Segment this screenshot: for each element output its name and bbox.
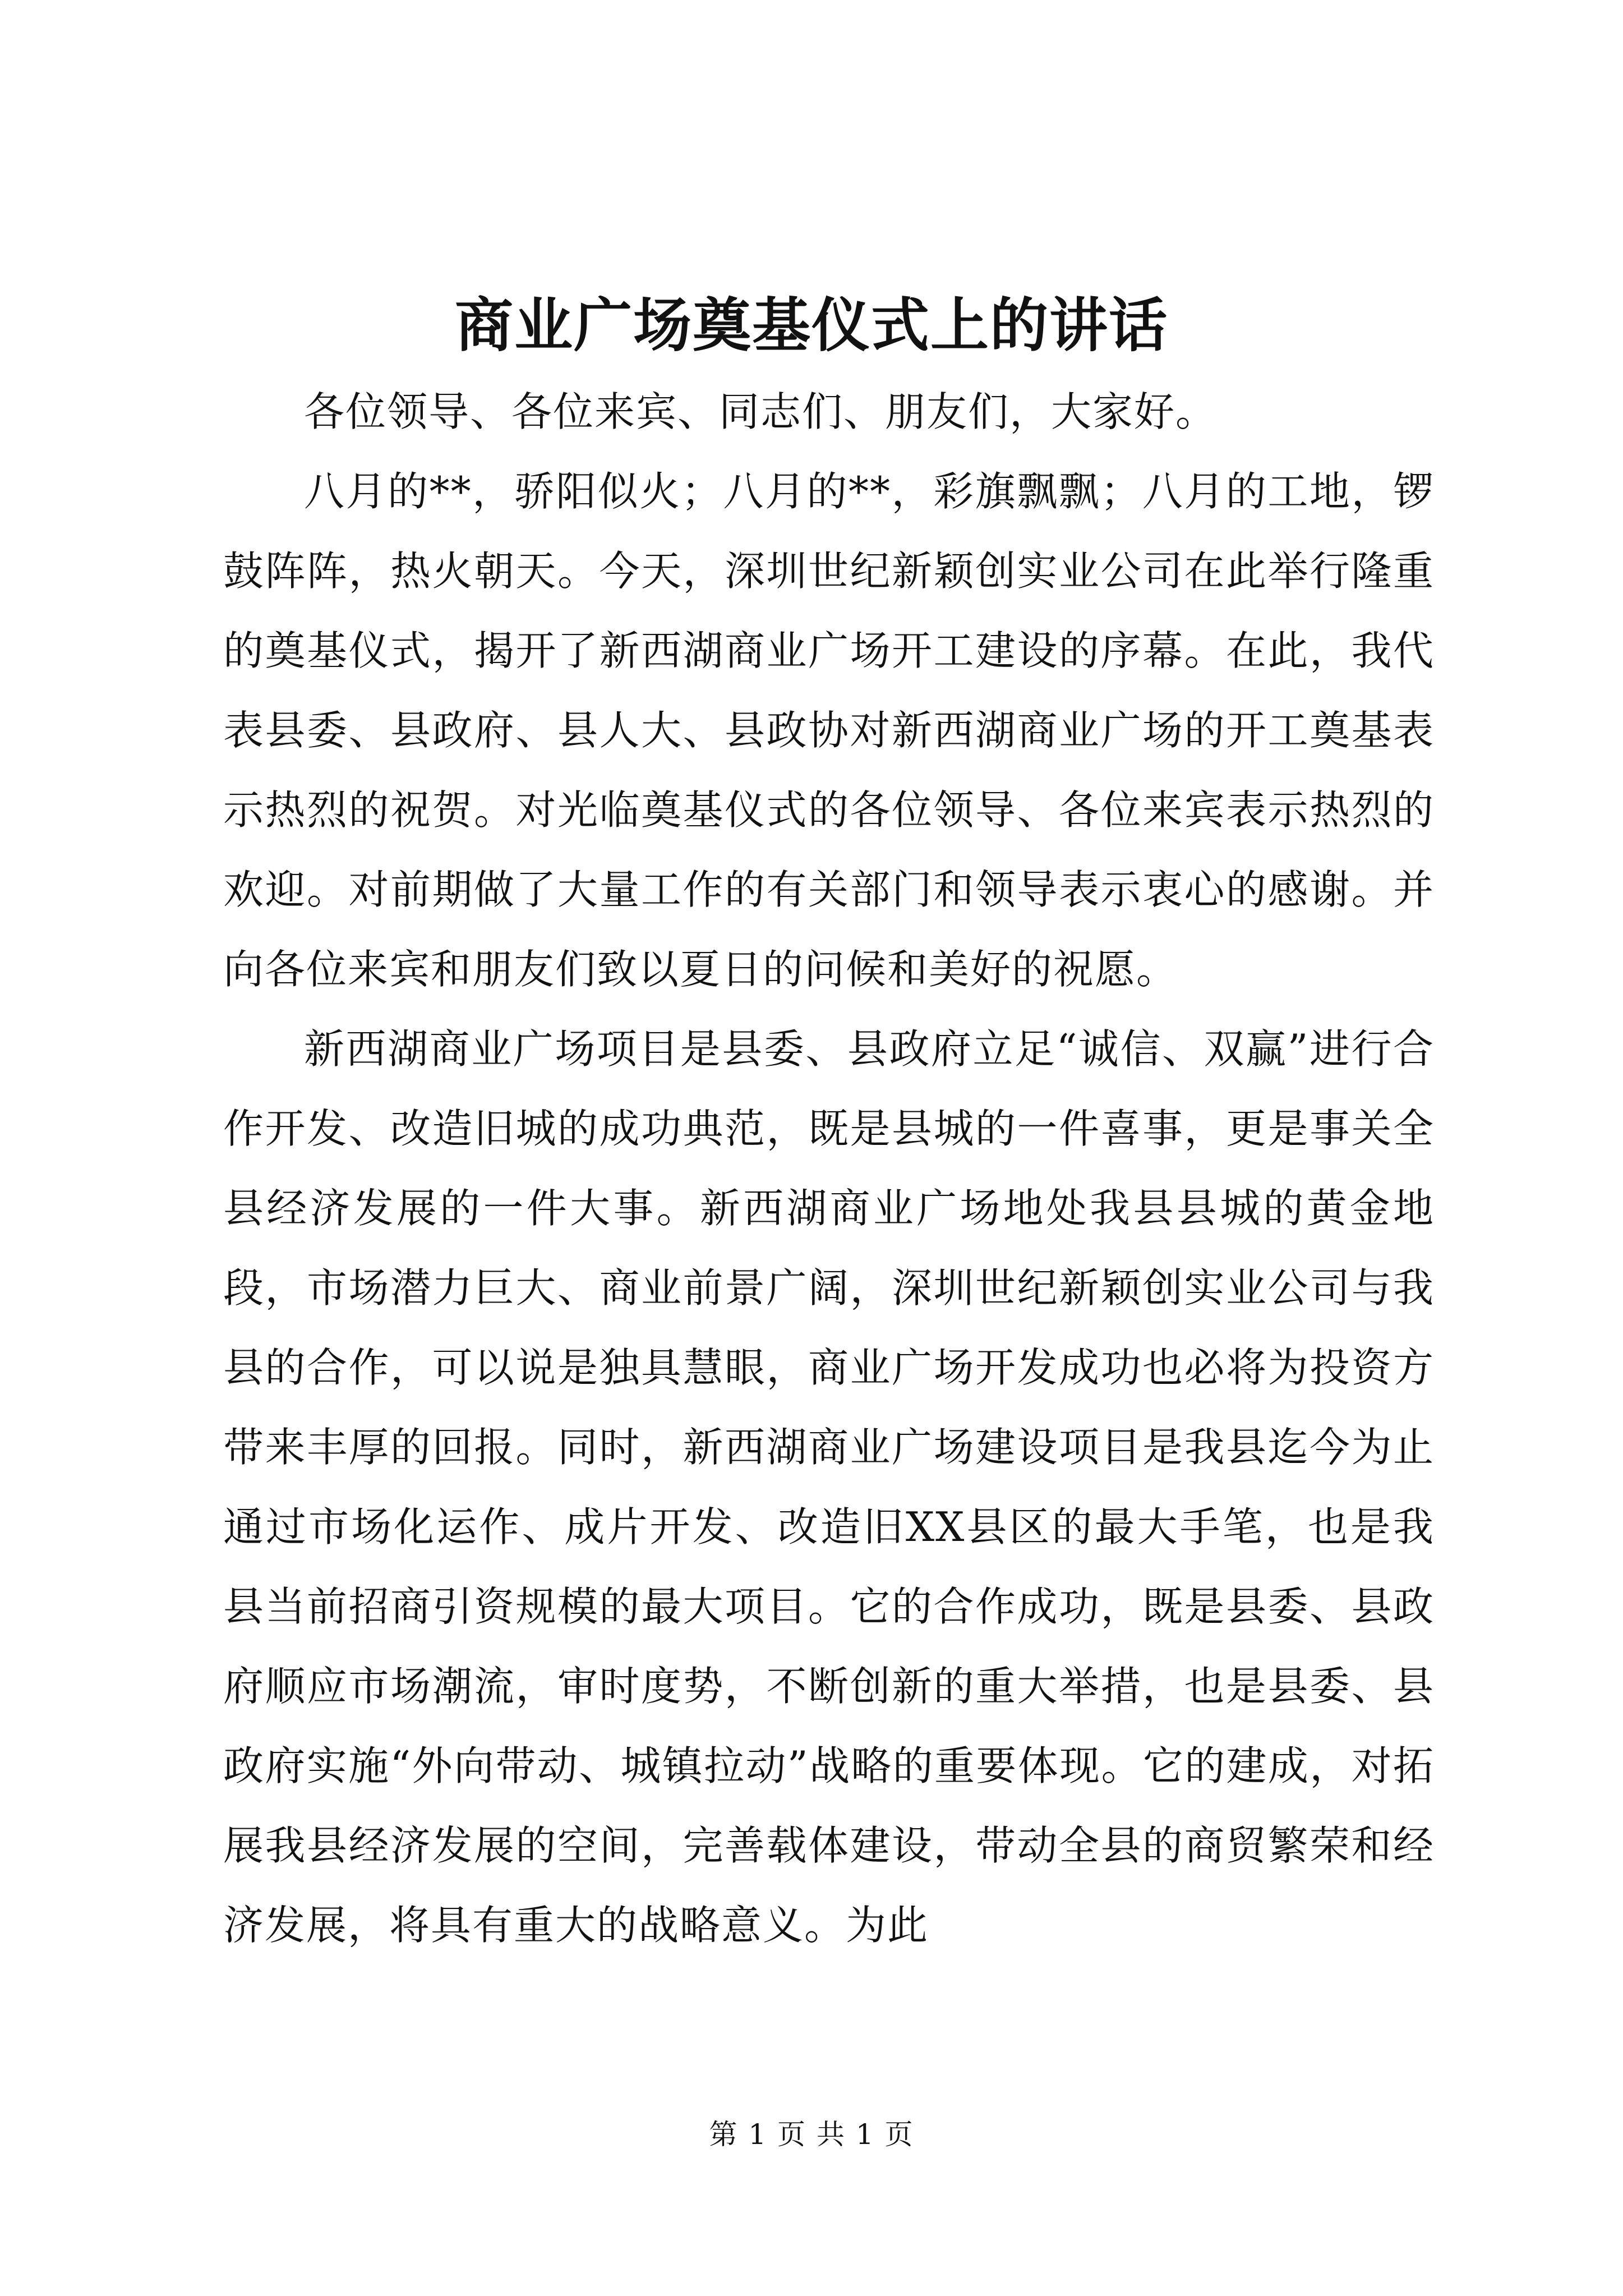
document-body	[223, 372, 1435, 1965]
paragraph-project: 新西湖商业广场项目是县委、县政府立足“诚信、双赢”进行合作开发、改造旧城的成功典范，既是县城的一件喜事，更是事关全县经济发展的一件大事。新西湖商业广场地处我县县城的黄金地段，市场潜力巨大、商业前景广阔，深圳世纪新颖创实业公司与我县的合作，可以说是独具慧眼，商业广场开发成功也必将为投资方带来丰厚的回报。同时，新西湖商业广场建设项目是我县迄今为止通过市场化运作、成片开发、改造旧XX县区的最大手笔，也是我县当前招商引资规模的最大项目。它的合作成功，既是县委、县政府顺应市场潮流，审时度势，不断创新的重大举措，也是县委、县政府实施“外向带动、城镇拉动”战略的重要体现。它的建成，对拓展我县经济发展的空间，完善载体建设，带动全县的商贸繁荣和经济发展，将具有重大的战略意义。为此	[223, 1025, 1435, 1949]
paragraph-opening: 八月的**，骄阳似火；八月的**，彩旗飘飘；八月的工地，锣鼓阵阵，热火朝天。今天，深圳世纪新颖创实业公司在此举行隆重的奠基仪式，揭开了新西湖商业广场开工建设的序幕。在此，我代表县委、县政府、县人大、县政协对新西湖商业广场的开工奠基表示热烈的祝贺。对光临奠基仪式的各位领导、各位来宾表示热烈的欢迎。对前期做了大量工作的有关部门和领导表示衷心的感谢。并向各位来宾和朋友们致以夏日的问候和美好的祝愿。	[223, 468, 1435, 993]
page-footer: 第 1 页 共 1 页	[709, 2118, 914, 2151]
paragraph-greeting: 各位领导、各位来宾、同志们、朋友们，大家好。	[304, 388, 1218, 435]
document-title: 商业广场奠基仪式上的讲话	[454, 291, 1168, 360]
